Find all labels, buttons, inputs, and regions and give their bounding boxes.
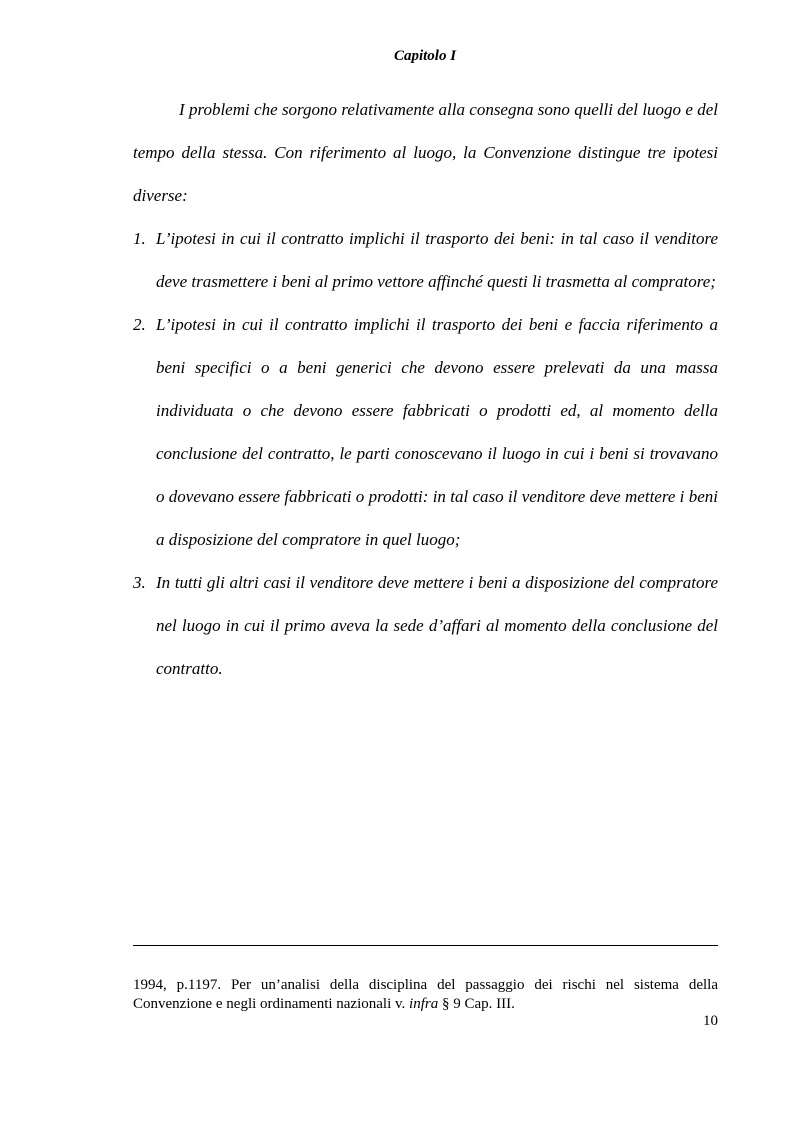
footnote-emphasis: infra — [409, 996, 439, 1012]
chapter-header: Capitolo I — [393, 48, 457, 64]
list-item-number: 2. — [133, 315, 146, 334]
list-item-number: 1. — [133, 229, 146, 248]
list-item-text: In tutti gli altri casi il venditore deve mettere i beni a disposizione del compratore nel luogo in cui il primo aveva la sede d’affari al momento della conclusione del contratto. — [156, 573, 718, 678]
intro-paragraph: I problemi che sorgono relativamente alla consegna sono quelli del luogo e del tempo della stessa. Con riferimento al luogo, la Convenzione distingue tre ipotesi diverse: — [133, 100, 718, 205]
main-text — [133, 88, 718, 690]
footnote — [133, 976, 718, 1014]
hypotheses-list — [133, 217, 718, 690]
list-item-text: L’ipotesi in cui il contratto implichi il trasporto dei beni: in tal caso il venditore deve trasmettere i beni al primo vettore affinché questi li trasmetta al compratore; — [156, 229, 718, 291]
list-item — [133, 217, 718, 303]
footnote-reference: § 9 Cap. III. — [438, 996, 515, 1012]
list-item — [133, 561, 718, 690]
list-item-number: 3. — [133, 573, 146, 592]
page-number: 10 — [703, 1013, 718, 1029]
footnote-divider — [133, 945, 718, 946]
list-item-text: L’ipotesi in cui il contratto implichi il trasporto dei beni e faccia riferimento a beni specifici o a beni generici che devono essere prelevati da una massa individuata o che devono essere fabbricati o prodotti ed, al momento della conclusione del contratto, le parti conoscevano il luogo in cui i beni si trovavano o dovevano essere fabbricati o prodotti: in tal caso il venditore deve mettere i beni a disposizione del compratore in quel luogo; — [156, 315, 718, 549]
list-item — [133, 303, 718, 561]
footnote-text: 1994, p.1197. Per un’analisi della disciplina del passaggio dei rischi nel sistema della Convenzione e negli ordinamenti nazionali v. — [133, 977, 718, 1012]
